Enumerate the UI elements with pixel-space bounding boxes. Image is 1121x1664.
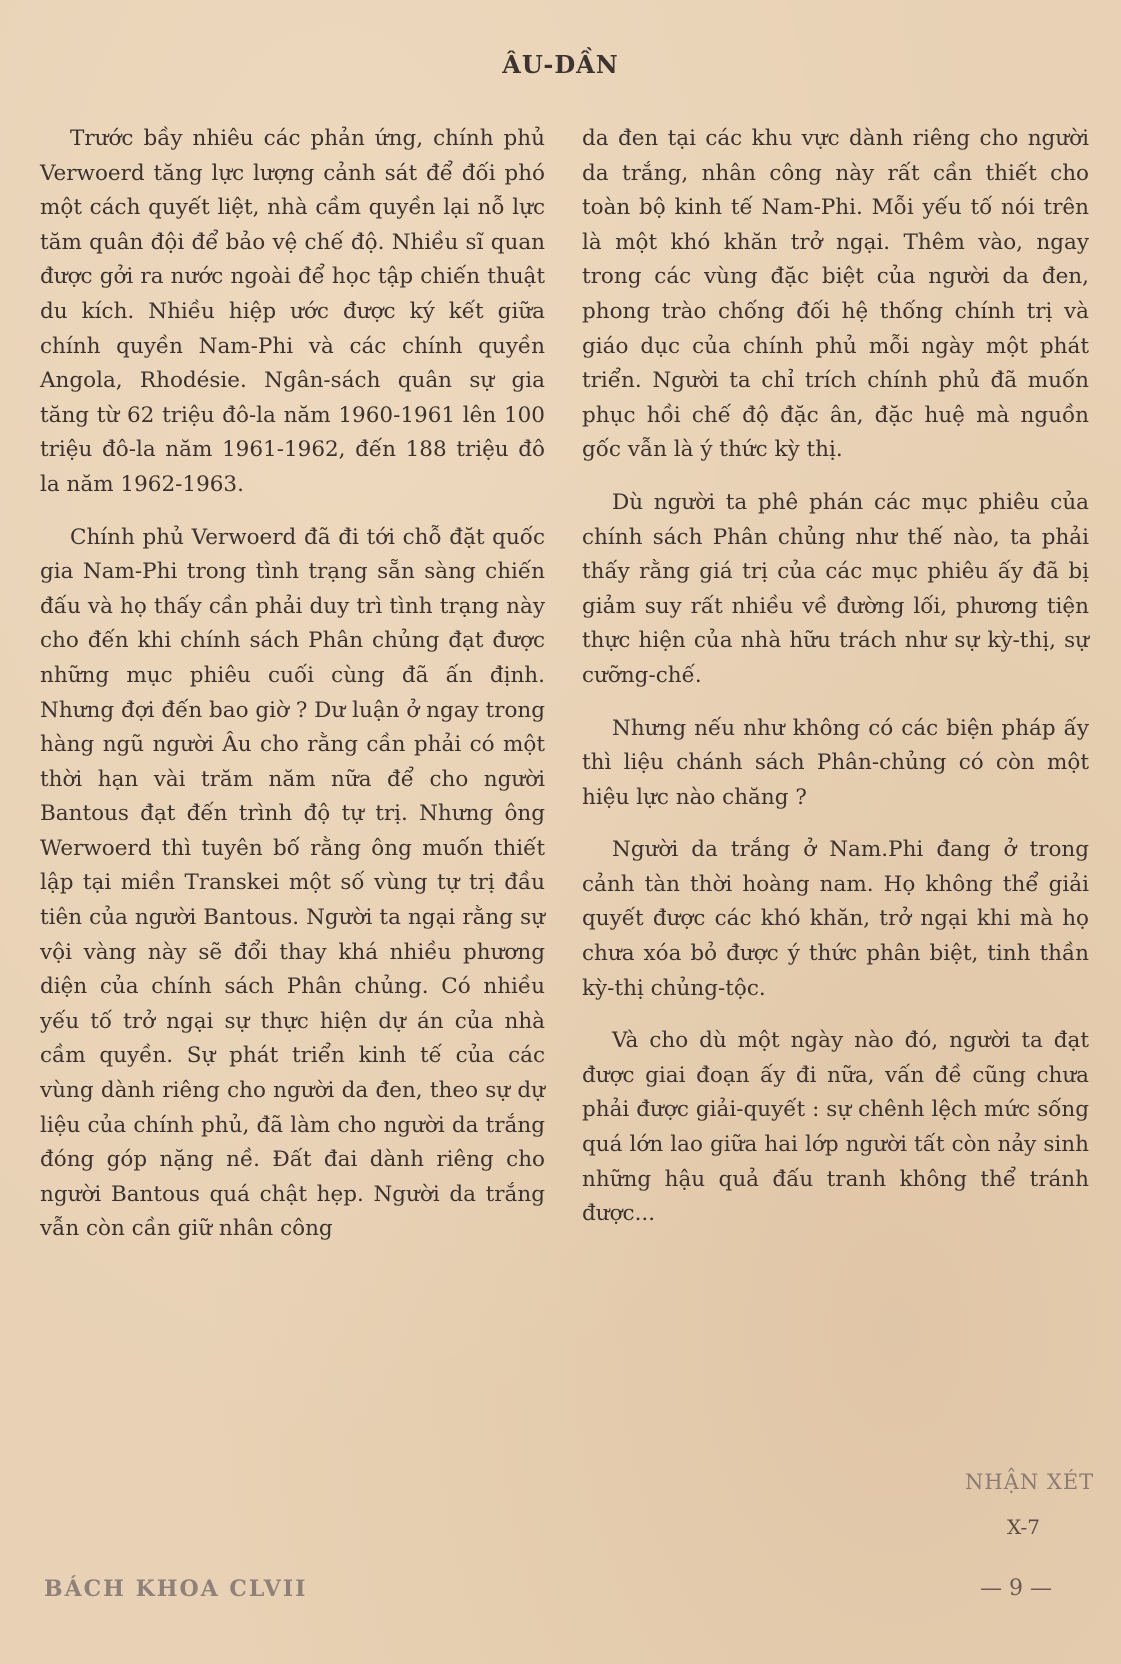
- page-header-title: ÂU-DẦN: [502, 50, 619, 79]
- right-paragraph-4: Người da trắng ở Nam.Phi đang ở trong cảnh tàn thời hoàng nam. Họ không thể giải quyết được các khó khăn, trở ngại khi mà họ chưa xóa bỏ được ý thức phân biệt, tinh thần kỳ-thị chủng-tộc.: [582, 837, 1089, 1001]
- left-paragraph-2: Chính phủ Verwoerd đã đi tới chỗ đặt quốc gia Nam-Phi trong tình trạng sẵn sàng chiến đấu và họ thấy cần phải duy trì tình trạng này cho đến khi chính sách Phân chủng đạt được những mục phiêu cuối cùng đã ấn định. Nhưng đợi đến bao giờ ? Dư luận ở ngay trong hàng ngũ người Âu cho rằng cần phải có một thời hạn vài trăm năm nữa để cho người Bantous đạt đến trình độ tự trị. Nhưng ông Werwoerd thì tuyên bố rằng ông muốn thiết lập tại miền Transkei một số vùng tự trị đầu tiên của người Bantous. Người ta ngại rằng sự vội vàng này sẽ đổi thay khá nhiều phương diện của chính sách Phân chủng. Có nhiều yếu tố trở ngại sự thực hiện dự án của nhà cầm quyền. Sự phát triển kinh tế của các vùng dành riêng cho người da đen, theo sự dự liệu của chính phủ, đã làm cho người da trắng đóng góp nặng nề. Đất đai dành riêng cho người Bantous quá chật hẹp. Người da trắng vẫn còn cần giữ nhân công: [40, 524, 545, 1242]
- right-paragraph-3: Nhưng nếu như không có các biện pháp ấy thì liệu chánh sách Phân-chủng có còn một hiệu lực nào chăng ?: [582, 715, 1089, 810]
- left-column: [40, 122, 545, 1265]
- left-paragraph-1: Trước bầy nhiêu các phản ứng, chính phủ Verwoerd tăng lực lượng cảnh sát để đối phó một cách quyết liệt, nhà cầm quyền lại nỗ lực tăm quân đội để bảo vệ chế độ. Nhiều sĩ quan được gởi ra nước ngoài để học tập chiến thuật du kích. Nhiều hiệp ước được ký kết giữa chính quyền Nam-Phi và các chính quyền Angola, Rhodésie. Ngân-sách quân sự gia tăng từ 62 triệu đô-la năm 1960-1961 lên 100 triệu đô-la năm 1961-1962, đến 188 triệu đô la năm 1962-1963.: [40, 126, 545, 497]
- right-paragraph-5: Và cho dù một ngày nào đó, người ta đạt được giai đoạn ấy đi nữa, vấn đề cũng chưa phải được giải-quyết : sự chênh lệch mức sống quá lớn lao giữa hai lớp người tất còn nảy sinh những hậu quả đấu tranh không thể tránh được...: [582, 1028, 1089, 1227]
- right-paragraph-2: Dù người ta phê phán các mục phiêu của chính sách Phân chủng như thế nào, ta phải thấy rằng giá trị của các mục phiêu ấy đã bị giảm suy rất nhiều về đường lối, phương tiện thực hiện của nhà hữu trách như sự kỳ-thị, sự cưỡng-chế.: [582, 489, 1089, 688]
- footer-page-number: — 9 —: [980, 1576, 1052, 1601]
- right-paragraph-1: da đen tại các khu vực dành riêng cho người da trắng, nhân công này rất cần thiết cho toàn bộ kinh tế Nam-Phi. Mỗi yếu tố nói trên là một khó khăn trở ngại. Thêm vào, ngay trong các vùng đặc biệt của người da đen, phong trào chống đối hệ thống chính trị và giáo dục của chính phủ mỗi ngày một phát triển. Người ta chỉ trích chính phủ đã muốn phục hồi chế độ đặc ân, đặc huệ mà nguồn gốc vẫn là ý thức kỳ thị.: [582, 126, 1089, 463]
- reference-code: X-7: [1007, 1515, 1041, 1539]
- footer-publication: BÁCH KHOA CLVII: [44, 1576, 308, 1602]
- author-signature: NHẬN XÉT: [965, 1470, 1095, 1494]
- right-column: [582, 122, 1089, 1250]
